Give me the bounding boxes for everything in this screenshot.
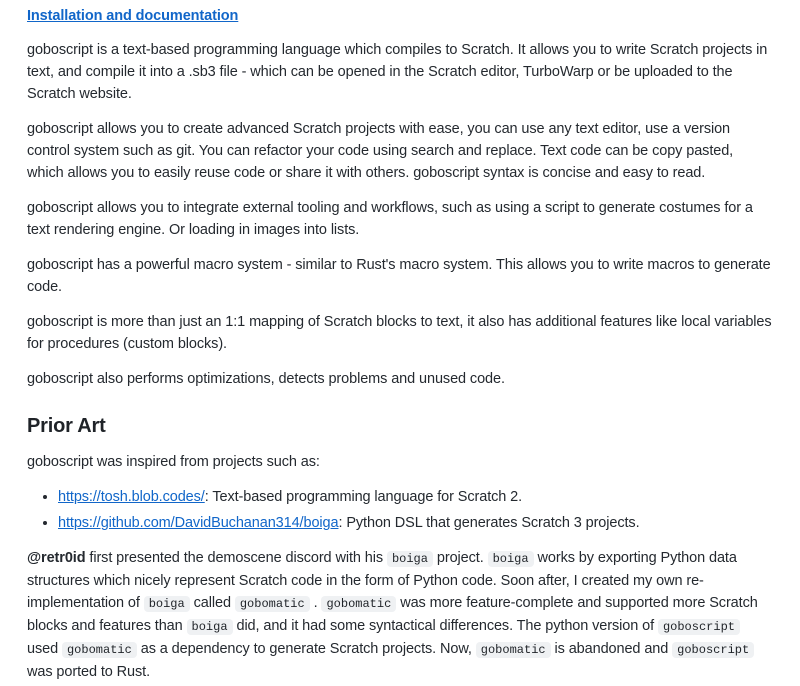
text-run: first presented the demoscene discord with his [85, 550, 387, 566]
paragraph-overview: goboscript is a text-based programming language which compiles to Scratch. It allows you to write Scratch projects in text, and compile it into a .sb3 file - which can be opened in the Scratch editor, TurboWarp or be uploaded to the Scratch website. [27, 42, 768, 102]
paragraph-mapping-features: goboscript is more than just an 1:1 mapping of Scratch blocks to text, it also has additional features like local variables for procedures (custom blocks). [27, 314, 772, 352]
list-item-text: : Text-based programming language for Scratch 2. [204, 489, 523, 505]
paragraph-advanced-projects: goboscript allows you to create advanced Scratch projects with ease, you can use any text editor, use a version control system such as git. You can refactor your code using search and replace. Text code can be copy pasted, which allows you to easily reuse code or share it with others. goboscript syntax is concise and easy to read. [27, 121, 734, 181]
paragraph-optimizations: goboscript also performs optimizations, detects problems and unused code. [27, 371, 505, 387]
text-run: was more feature-complete and supported more Scratch blocks and features than [27, 595, 758, 634]
list-item-text: : Python DSL that generates Scratch 3 projects. [338, 515, 640, 531]
paragraph-external-tooling: goboscript allows you to integrate external tooling and workflows, such as using a script to generate costumes for a text rendering engine. Or loading in images into lists. [27, 200, 753, 238]
inline-code: gobomatic [321, 596, 396, 612]
top-link-row [27, 6, 773, 26]
inline-code: gobomatic [235, 596, 310, 612]
prior-art-intro: goboscript was inspired from projects such as: [27, 454, 320, 470]
text-run: used [27, 641, 62, 657]
text-run: is abandoned and [550, 641, 673, 657]
history-paragraph [27, 547, 773, 683]
paragraph-macro-system: goboscript has a powerful macro system - similar to Rust's macro system. This allows you to write macros to generate code. [27, 257, 771, 295]
inline-code: boiga [144, 596, 190, 612]
inline-code: boiga [187, 619, 233, 635]
inline-code: boiga [488, 551, 534, 567]
list-item-tosh [58, 486, 773, 508]
prior-art-heading: Prior Art [27, 415, 106, 437]
list-item-boiga [58, 512, 773, 534]
text-run: called [189, 595, 235, 611]
prior-art-list [27, 486, 773, 534]
inline-code: gobomatic [476, 642, 551, 658]
inline-code: goboscript [672, 642, 754, 658]
inline-code: goboscript [658, 619, 740, 635]
text-run: was ported to Rust. [27, 664, 151, 680]
text-run: . [309, 595, 322, 611]
boiga-repo-link[interactable]: https://github.com/DavidBuchanan314/boiga [58, 515, 339, 531]
installation-docs-link[interactable]: Installation and documentation [27, 8, 239, 24]
inline-code: boiga [387, 551, 433, 567]
inline-code: gobomatic [62, 642, 137, 658]
text-run: as a dependency to generate Scratch projects. Now, [136, 641, 476, 657]
text-run: did, and it had some syntactical differences. The python version of [232, 618, 658, 634]
text-run: project. [432, 550, 488, 566]
tosh-link[interactable]: https://tosh.blob.codes/ [58, 489, 205, 505]
text-run: works by exporting Python data structures which nicely represent Scratch code in the form of Python code. Soon after, I created my own re-implementation of [27, 550, 737, 611]
bold-text: @retr0id [27, 550, 86, 566]
